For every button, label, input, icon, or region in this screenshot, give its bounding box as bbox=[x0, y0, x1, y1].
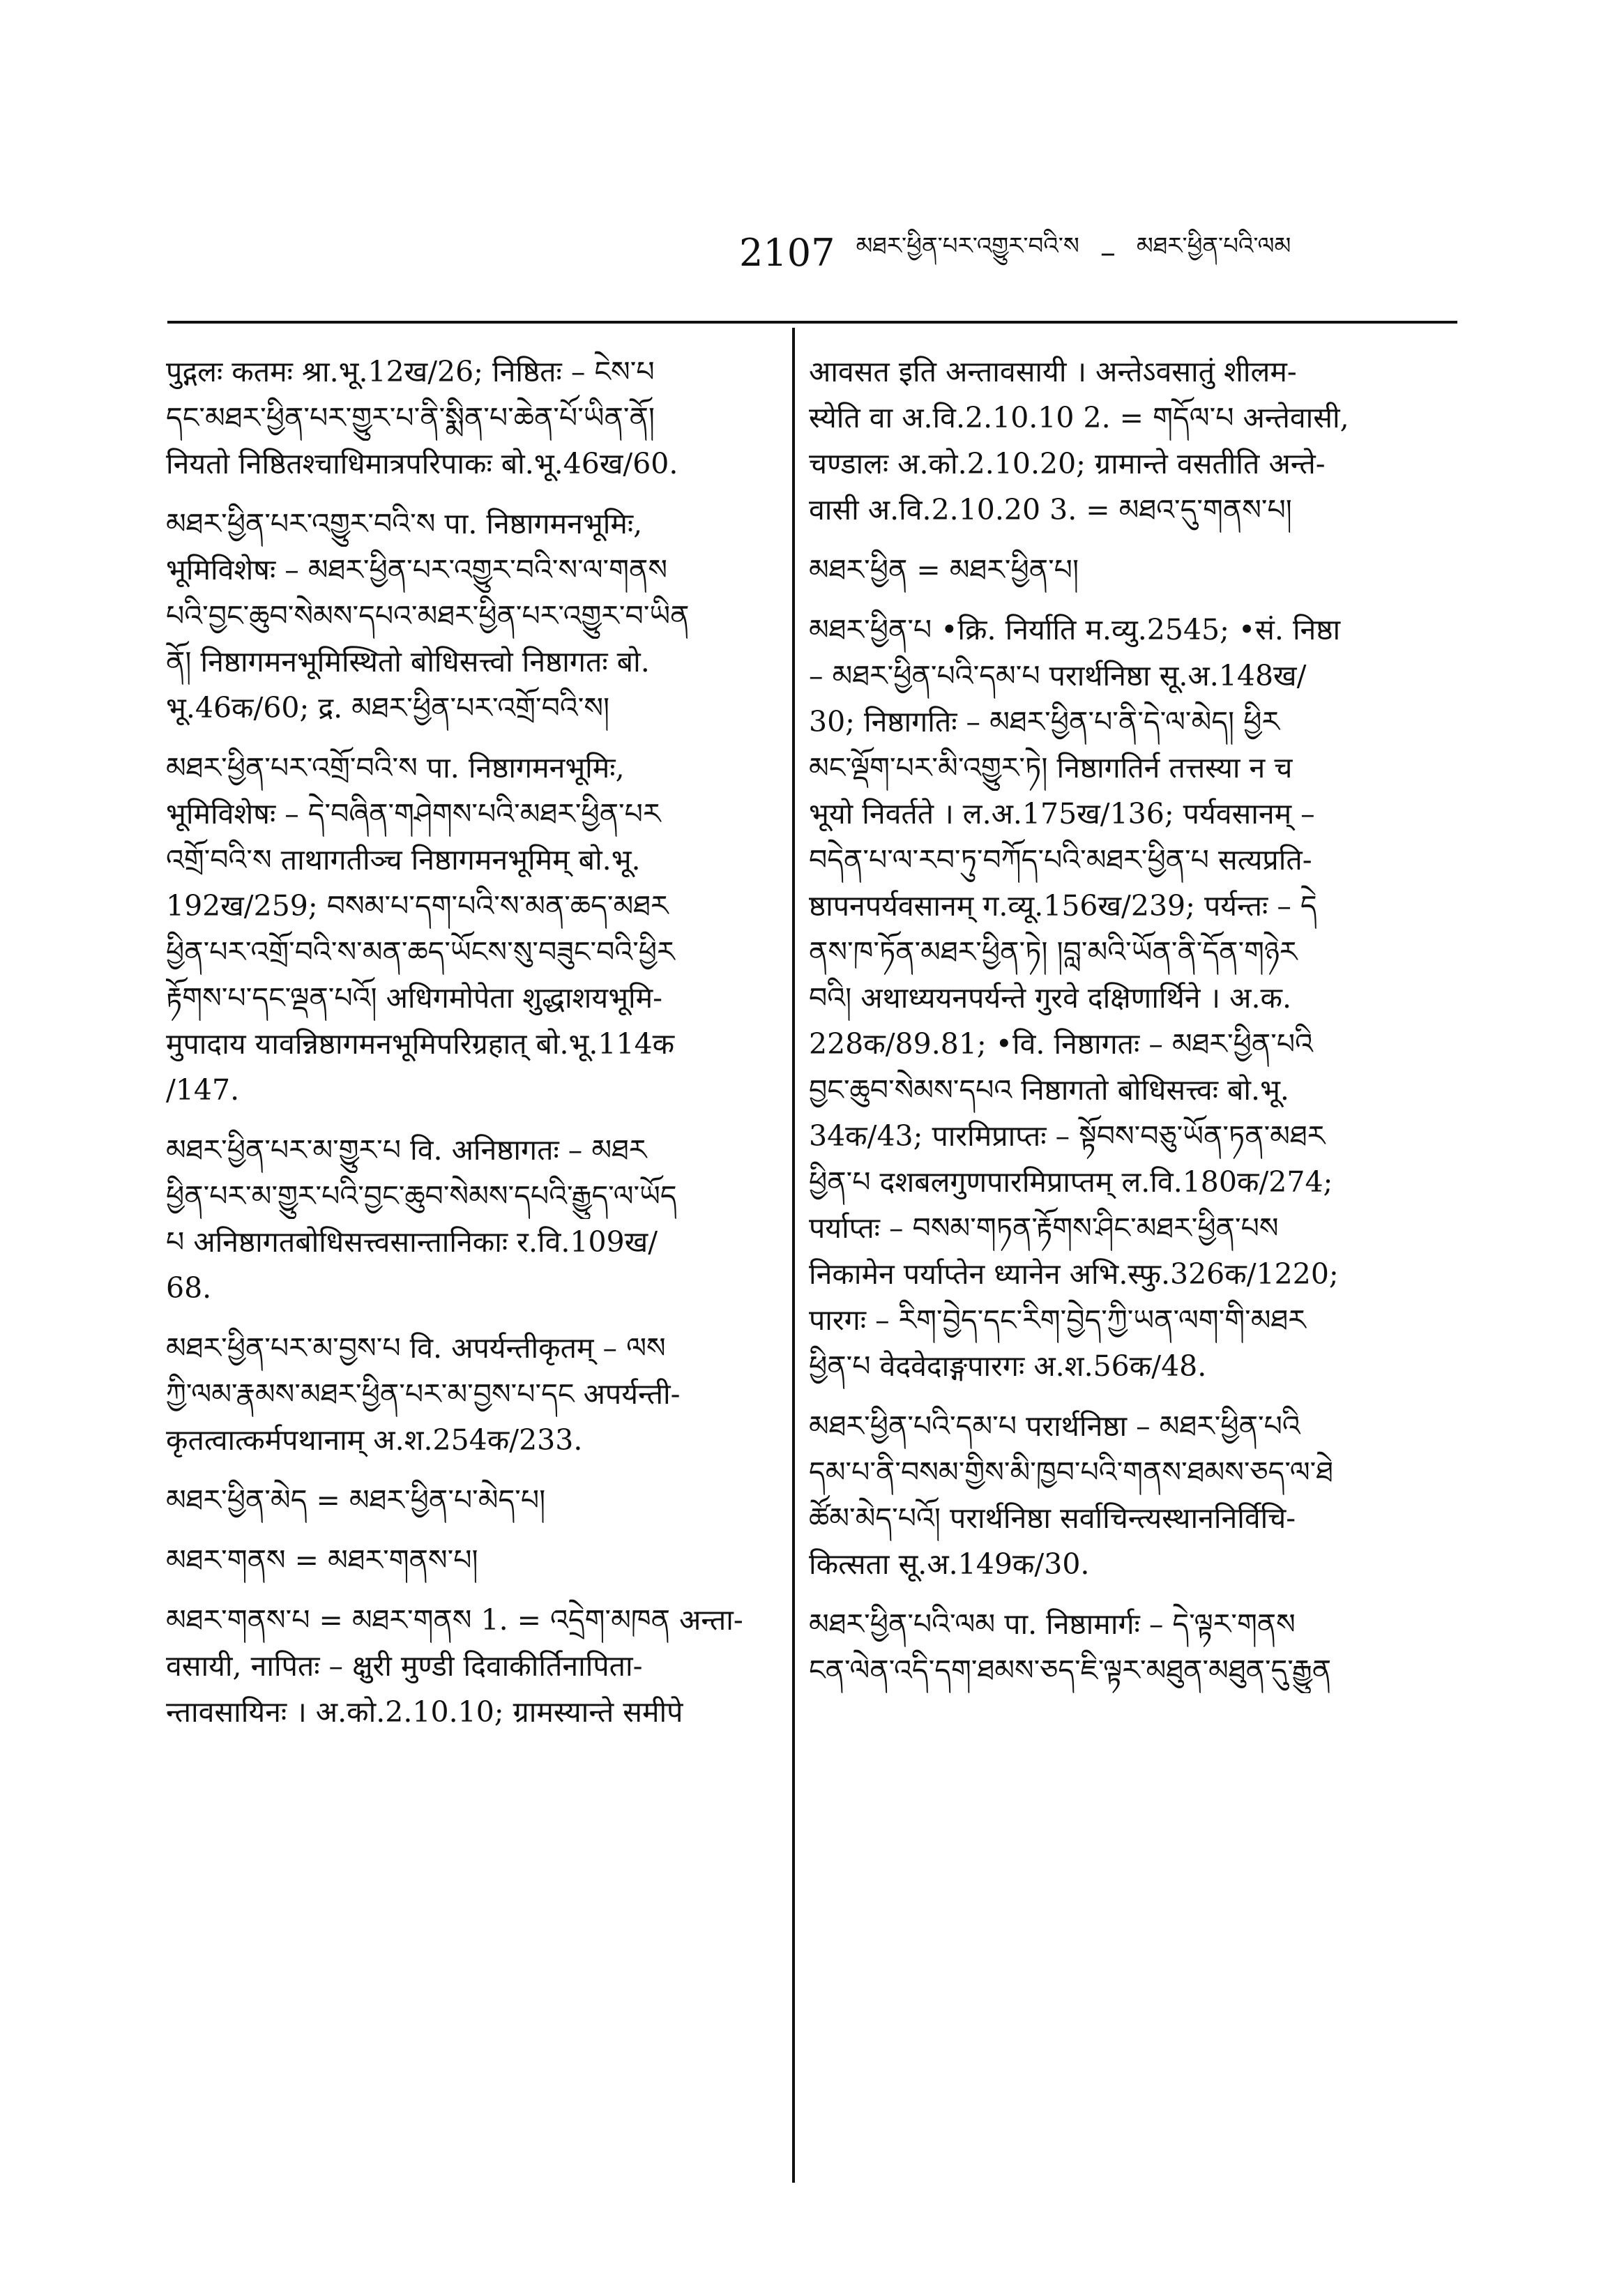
entry-line: – མཐར་ཕྱིན་པའི་དམ་པ परार्थनिष्ठा सू.अ.148ख/ bbox=[809, 659, 1307, 692]
entry-line: དང་མཐར་ཕྱིན་པར་གྱུར་པ་ནི་སྨིན་པ་ཆེན་པོ་ཡིན་ནོ། bbox=[166, 401, 655, 434]
entry-line: ནས་ཁ་ཏོན་མཐར་ཕྱིན་ཏེ། །བླ་མའི་ཡོན་ནི་དོན་གཉེར bbox=[809, 935, 1298, 969]
dictionary-entry bbox=[809, 1403, 1436, 1587]
entry-line: མཐར་ཕྱིན = མཐར་ཕྱིན་པ། bbox=[809, 553, 1079, 586]
entry-line: /147. bbox=[166, 1073, 240, 1107]
entry-line: ཚོམ་མེད་པའོ། परार्थनिष्ठा सर्वाचिन्त्यस्थाननिर्विचि- bbox=[809, 1501, 1296, 1535]
dictionary-entry bbox=[166, 1537, 769, 1583]
entry-line: མཐར་ཕྱིན་པར་འགྲོ་བའི་ས पा. निष्ठागमनभूमिः, bbox=[166, 751, 625, 785]
entry-line: भूयो निवर्तते । ल.अ.175ख/136; पर्यवसानम् – bbox=[809, 797, 1315, 831]
entry-line: མཐར་གནས་པ = མཐར་གནས 1. = འདྲེག་མཁན अन्ता- bbox=[166, 1603, 743, 1637]
page-header bbox=[739, 225, 1436, 280]
entry-line: चण्डालः अ.को.2.10.20; ग्रामान्ते वसतीति अन्ते- bbox=[809, 447, 1326, 480]
entry-line: མང་ལྡོག་པར་མི་འགྱུར་ཏེ། निष्ठागतिर्न तत्तस्या न च bbox=[809, 751, 1293, 785]
entry-line: 30; निष्ठागतिः – མཐར་ཕྱིན་པ་ནི་དེ་ལ་མེད། ཕྱིར bbox=[809, 705, 1280, 738]
entry-line: མཐར་ཕྱིན་པའི་དམ་པ परार्थनिष्ठा – མཐར་ཕྱིན་པའི bbox=[809, 1409, 1300, 1443]
entry-line: མཐར་ཕྱིན་པར་འགྱུར་བའི་ས पा. निष्ठागमनभूमिः, bbox=[166, 507, 643, 540]
dictionary-entry bbox=[166, 1477, 769, 1523]
entry-line: ཕྱིན་པར་མ་གྱུར་པའི་བྱང་ཆུབ་སེམས་དཔའི་རྒྱུད་ལ་ཡོད bbox=[166, 1179, 677, 1213]
dictionary-entry bbox=[809, 547, 1436, 593]
entry-line: པ अनिष्ठागतबोधिसत्त्वसान्तानिकाः र.वि.109ख/ bbox=[166, 1225, 658, 1259]
entry-line: 68. bbox=[166, 1271, 212, 1305]
entry-line: ष्ठापनपर्यवसानम् ग.व्यू.156ख/239; पर्यन्तः – དེ bbox=[809, 889, 1317, 923]
entry-line: भू.46क/60; द्र. མཐར་ཕྱིན་པར་འགྲོ་བའི་ས། bbox=[166, 691, 610, 725]
entry-line: 228क/89.81; •वि. निष्ठागतः – མཐར་ཕྱིན་པའི bbox=[809, 1027, 1313, 1061]
dictionary-entry bbox=[166, 349, 769, 487]
last-headword: མཐར་ཕྱིན་པའི་ལམ bbox=[1136, 232, 1291, 260]
entry-line: བདེན་པ་ལ་རབ་ཏུ་བཀོད་པའི་མཐར་ཕྱིན་པ सत्यप्रति- bbox=[809, 843, 1312, 877]
column-divider bbox=[792, 328, 795, 2183]
entry-line: न्तावसायिनः । अ.को.2.10.10; ग्रामस्यान्ते समीपे bbox=[166, 1695, 683, 1729]
dictionary-entry bbox=[809, 607, 1436, 1389]
entry-line: स्येति वा अ.वि.2.10.10 2. = གདོལ་པ अन्तेवासी, bbox=[809, 401, 1349, 434]
entry-line: पुद्गलः कतमः श्रा.भू.12ख/26; निष्ठितः – ངེས་པ bbox=[166, 355, 655, 388]
entry-line: མཐར་ཕྱིན་པར་མ་བྱས་པ वि. अपर्यन्तीकृतम् – ལས bbox=[166, 1331, 666, 1365]
entry-line: འགྲོ་བའི་ས ताथागतीञ्च निष्ठागमनभूमिम् बो.भू. bbox=[166, 843, 641, 877]
entry-line: མཐར་ཕྱིན་མེད = མཐར་ཕྱིན་པ་མེད་པ། bbox=[166, 1483, 546, 1517]
page-number: 2107 bbox=[739, 230, 835, 275]
dictionary-entry bbox=[166, 1325, 769, 1463]
entry-line: कित्सता सू.अ.149क/30. bbox=[809, 1547, 1090, 1581]
dictionary-entry bbox=[166, 1597, 769, 1735]
entry-line: ནོ། निष्ठागमनभूमिस्थितो बोधिसत्त्वो निष्ठागतः बो. bbox=[166, 645, 650, 679]
entry-line: ཕྱིན་པ दशबलगुणपारमिप्राप्तम् ल.वि.180क/274; bbox=[809, 1165, 1333, 1199]
entry-line: आवसत इति अन्तावसायी । अन्तेऽवसातुं शीलम- bbox=[809, 355, 1297, 388]
entry-line: པའི་བྱང་ཆུབ་སེམས་དཔའ་མཐར་ཕྱིན་པར་འགྱུར་བ་ཡིན bbox=[166, 599, 690, 632]
entry-line: पर्याप्तः – བསམ་གཏན་རྟོགས་ཤིང་མཐར་ཕྱིན་པས bbox=[809, 1211, 1279, 1245]
entry-line: མཐར་ཕྱིན་པར་མ་གྱུར་པ वि. अनिष्ठागतः – མཐར bbox=[166, 1133, 647, 1167]
entry-line: མཐར་ཕྱིན་པའི་ལམ पा. निष्ठामार्गः – དེ་ལྟར་གནས bbox=[809, 1607, 1296, 1641]
entry-line: རྟོགས་པ་དང་ལྡན་པའོ། अधिगमोपेता शुद्धाशयभूमि- bbox=[166, 981, 663, 1015]
entry-line: ཕྱིན་པར་འགྲོ་བའི་ས་མན་ཆད་ཡོངས་སུ་བཟུང་བའི་ཕྱིར bbox=[166, 935, 675, 969]
entry-line: वसायी, नापितः – क्षुरी मुण्डी दिवाकीर्तिनापिता- bbox=[166, 1649, 643, 1683]
entry-line: མཐར་གནས = མཐར་གནས་པ། bbox=[166, 1543, 478, 1577]
first-headword: མཐར་ཕྱིན་པར་འགྱུར་བའི་ས bbox=[856, 232, 1079, 260]
entry-line: नियतो निष्ठितश्चाधिमात्रपरिपाकः बो.भू.46ख/60. bbox=[166, 447, 678, 480]
entry-line: ཀྱི་ལམ་རྣམས་མཐར་ཕྱིན་པར་མ་བྱས་པ་དང अपर्यन्ती- bbox=[166, 1377, 681, 1411]
entry-line: 192ख/259; བསམ་པ་དག་པའི་ས་མན་ཆད་མཐར bbox=[166, 889, 669, 923]
entry-line: བྱང་ཆུབ་སེམས་དཔའ निष्ठागतो बोधिसत्त्वः बो.भू. bbox=[809, 1073, 1289, 1107]
dictionary-entry bbox=[809, 349, 1436, 533]
entry-line: དམ་པ་ནི་བསམ་གྱིས་མི་ཁྱབ་པའི་གནས་ཐམས་ཅད་ལ་ཐེ bbox=[809, 1455, 1334, 1489]
entry-line: निकामेन पर्याप्तेन ध्यानेन अभि.स्फु.326क/1220; bbox=[809, 1257, 1339, 1291]
dictionary-entry bbox=[166, 501, 769, 731]
entry-line: पारगः – རིག་བྱེད་དང་རིག་བྱེད་ཀྱི་ཡན་ལག་གི་མཐར bbox=[809, 1303, 1306, 1337]
entry-line: वासी अ.वि.2.10.20 3. = མཐའ་དུ་གནས་པ། bbox=[809, 493, 1292, 526]
right-column bbox=[809, 349, 1436, 1707]
entry-line: མཐར་ཕྱིན་པ •क्रि. निर्याति म.व्यु.2545; •सं. निष्ठा bbox=[809, 613, 1341, 646]
dictionary-entry bbox=[166, 745, 769, 1113]
left-column bbox=[166, 349, 769, 1749]
entry-line: བའི། अथाध्ययनपर्यन्ते गुरवे दक्षिणार्थिने । अ.क. bbox=[809, 981, 1292, 1015]
entry-line: ཕྱིན་པ वेदवेदाङ्गपारगः अ.श.56क/48. bbox=[809, 1349, 1207, 1383]
dictionary-entry bbox=[166, 1127, 769, 1311]
header-dash: – bbox=[1100, 234, 1116, 271]
dictionary-entry bbox=[809, 1601, 1436, 1693]
top-rule bbox=[167, 321, 1457, 324]
entry-line: 34क/43; पारमिप्राप्तः – སྟོབས་བཅུ་ཡོན་ཏན་མཐར bbox=[809, 1119, 1326, 1153]
entry-line: भूमिविशेषः – མཐར་ཕྱིན་པར་འགྱུར་བའི་ས་ལ་གནས bbox=[166, 553, 668, 586]
entry-line: भूमिविशेषः – དེ་བཞིན་གཤེགས་པའི་མཐར་ཕྱིན་པར bbox=[166, 797, 661, 831]
entry-line: कृतत्वात्कर्मपथानाम् अ.श.254क/233. bbox=[166, 1423, 583, 1457]
entry-line: मुपादाय यावन्निष्ठागमनभूमिपरिग्रहात् बो.भू.114क bbox=[166, 1027, 675, 1061]
entry-line: ངན་ལེན་འདི་དག་ཐམས་ཅད་ཇི་ལྟར་མཐུན་མཐུན་དུ་རྒྱུན bbox=[809, 1653, 1332, 1687]
